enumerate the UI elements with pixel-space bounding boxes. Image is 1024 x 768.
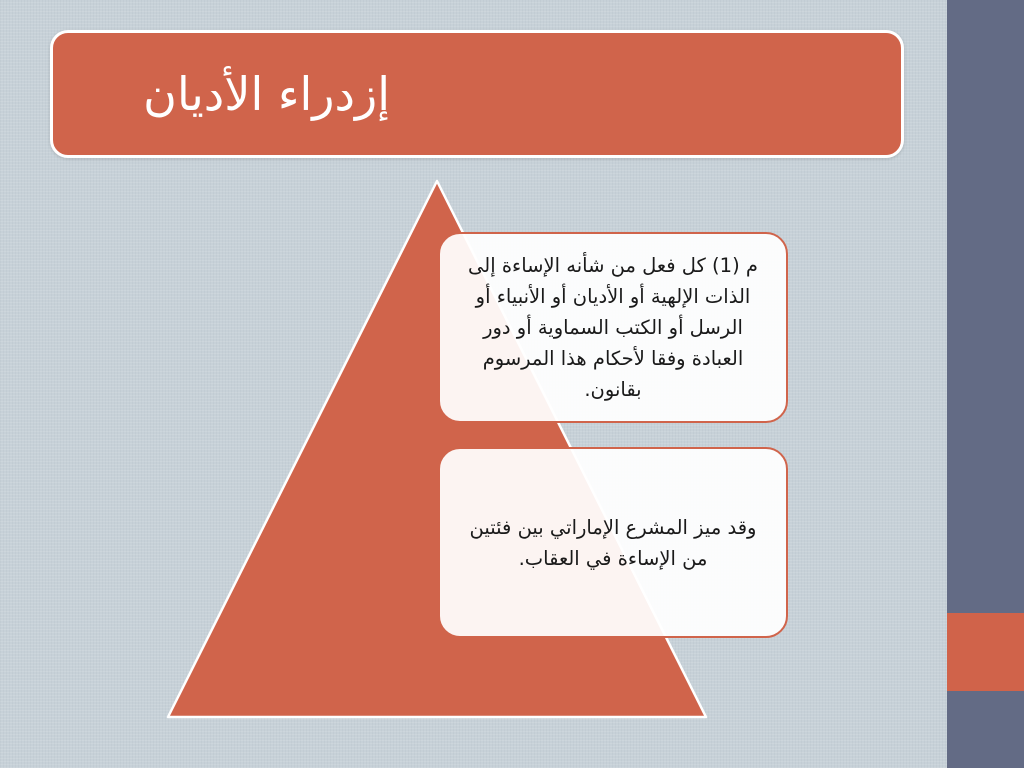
pyramid-card-1 — [438, 232, 788, 423]
pyramid-card-2 — [438, 447, 788, 638]
slide-title: إزدراء الأديان — [143, 67, 390, 121]
pyramid-card-2-text: وقد ميز المشرع الإماراتي بين فئتين من الإساءة في العقاب. — [469, 515, 757, 570]
pyramid-card-1-text: م (1) كل فعل من شأنه الإساءة إلى الذات الإلهية أو الأديان أو الأنبياء أو الرسل أو الكتب السماوية أو دور العبادة وفقا لأحكام هذا المرسوم بقانون. — [468, 254, 758, 401]
